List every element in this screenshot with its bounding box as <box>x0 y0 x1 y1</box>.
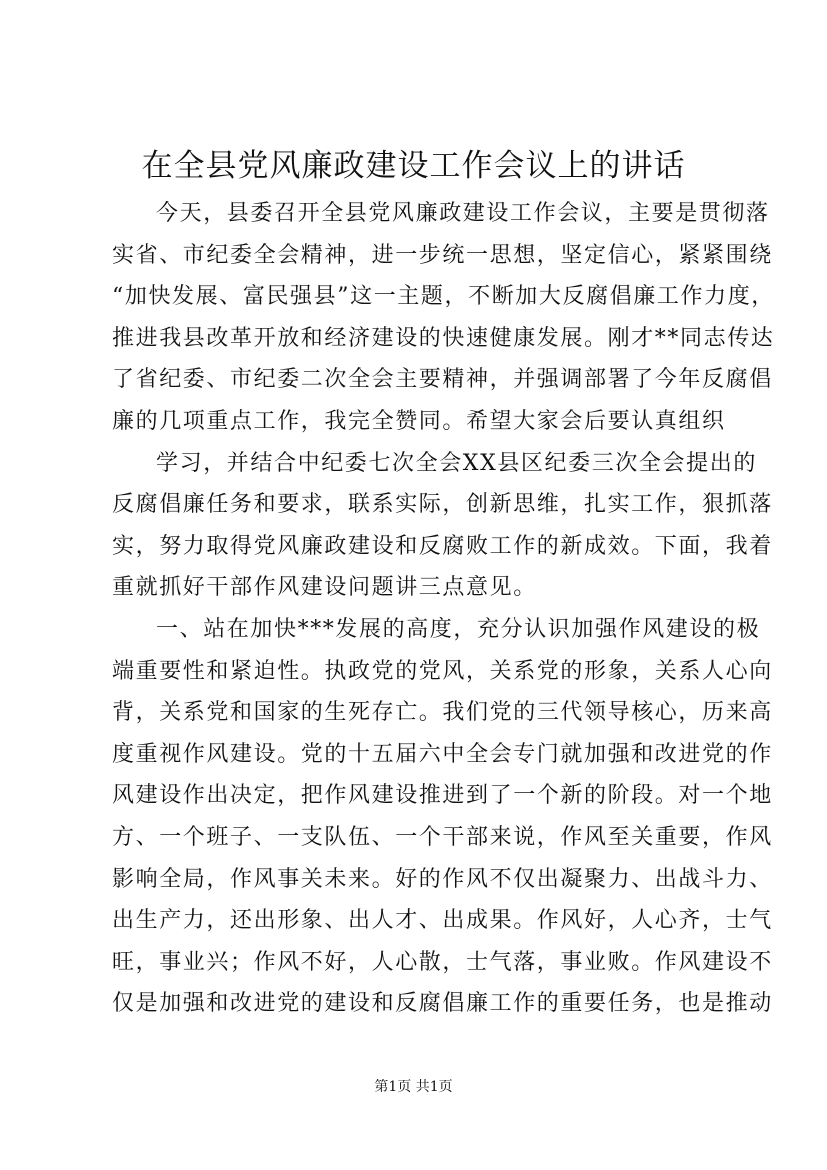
paragraph-line: 背，关系党和国家的生死存亡。我们党的三代领导核心，历来高 <box>112 700 773 726</box>
paragraph-line: “加快发展、富民强县”这一主题，不断加大反腐倡廉工作力度， <box>112 284 775 310</box>
paragraph-line: 今天，县委召开全县党风廉政建设工作会议，主要是贯彻落 <box>156 201 770 226</box>
paragraph-line: 影响全局，作风事关未来。好的作风不仅出凝聚力、出战斗力、 <box>112 866 773 892</box>
paragraph-line: 端重要性和紧迫性。执政党的党风，关系党的形象，关系人心向 <box>112 658 773 684</box>
paragraph-line: 方、一个班子、一支队伍、一个干部来说，作风至关重要，作风 <box>112 824 773 850</box>
document-body <box>112 193 775 1025</box>
document-title: 在全县党风廉政建设工作会议上的讲话 <box>141 148 686 184</box>
paragraph-line: 仅是加强和改进党的建设和反腐倡廉工作的重要任务，也是推动 <box>112 991 773 1017</box>
paragraph-line: 重就抓好干部作风建设问题讲三点意见。 <box>112 575 537 601</box>
paragraph-line: 实，努力取得党风廉政建设和反腐败工作的新成效。下面，我着 <box>112 533 773 559</box>
paragraph-line: 实省、市纪委全会精神，进一步统一思想，坚定信心，紧紧围绕 <box>112 242 773 268</box>
page-number-footer: 第1页 共1页 <box>374 1079 453 1095</box>
paragraph-line: 反腐倡廉任务和要求，联系实际，创新思维，扎实工作，狠抓落 <box>112 492 773 518</box>
paragraph-line: 风建设作出决定，把作风建设推进到了一个新的阶段。对一个地 <box>112 783 773 809</box>
paragraph-line: 一、站在加快***发展的高度，充分认识加强作风建设的极 <box>156 616 761 642</box>
paragraph-line: 出生产力，还出形象、出人才、出成果。作风好，人心齐，士气 <box>112 908 773 934</box>
paragraph-line: 推进我县改革开放和经济建设的快速健康发展。刚才**同志传达 <box>112 325 775 351</box>
paragraph-line: 学习，并结合中纪委七次全会XX县区纪委三次全会提出的 <box>156 450 757 476</box>
paragraph-line: 了省纪委、市纪委二次全会主要精神，并强调部署了今年反腐倡 <box>112 367 773 393</box>
paragraph-line: 度重视作风建设。党的十五届六中全会专门就加强和改进党的作 <box>112 741 773 767</box>
paragraph-line: 旺，事业兴；作风不好，人心散，士气落，事业败。作风建设不 <box>112 949 773 975</box>
paragraph-line: 廉的几项重点工作，我完全赞同。希望大家会后要认真组织 <box>112 408 726 434</box>
